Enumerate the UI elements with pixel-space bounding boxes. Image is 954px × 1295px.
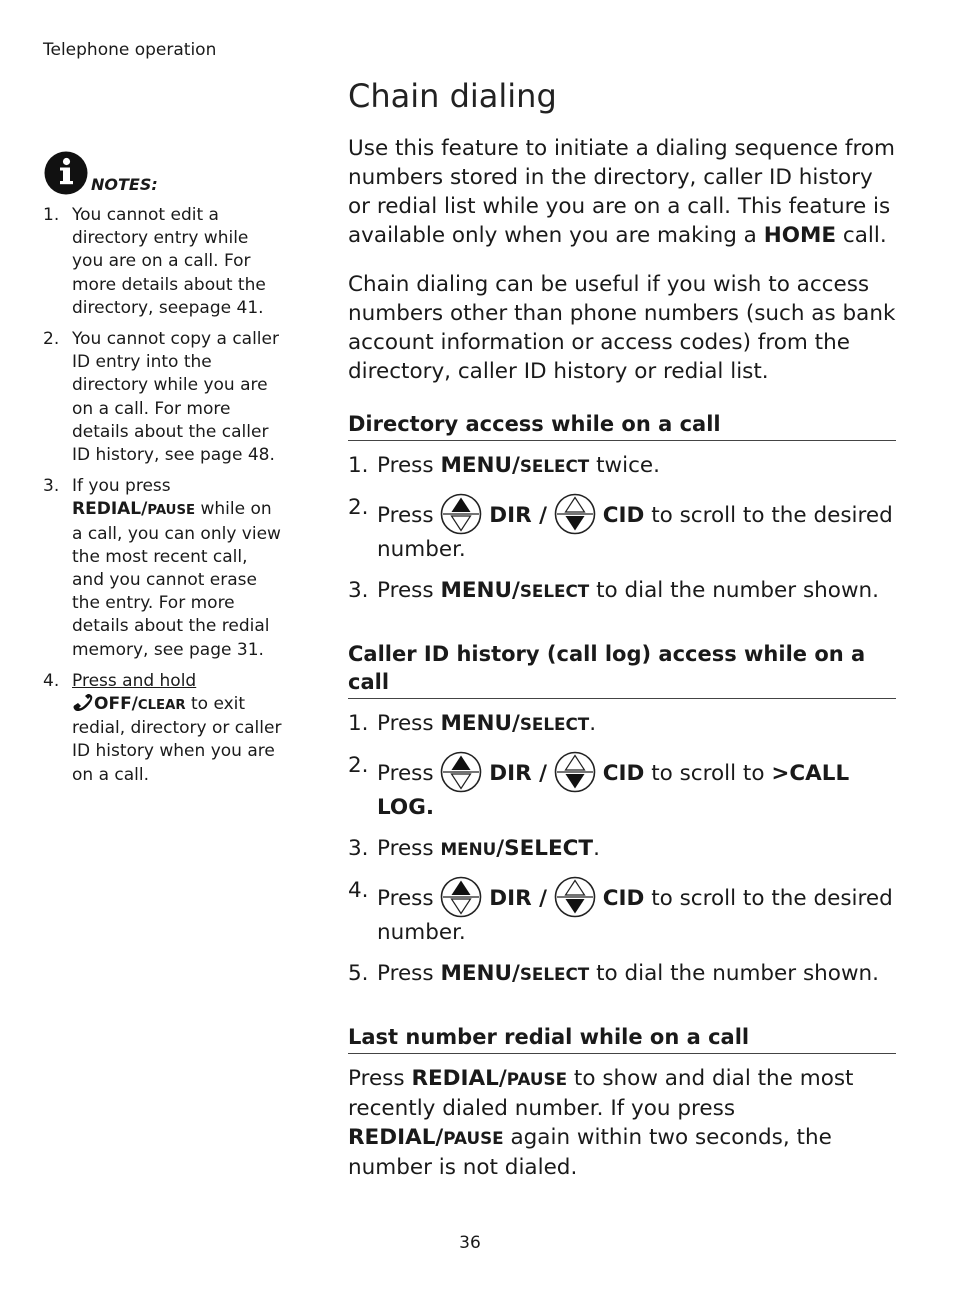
section-heading-caller-id: Caller ID history (call log) access while on a call [348, 640, 896, 699]
step-text: Press DIR / CID to scroll to the desired number. [377, 876, 896, 947]
note-text-post: to exit redial, directory or caller ID history when you are on a call. [72, 694, 282, 785]
intro-paragraph [348, 134, 896, 250]
note-number: 3. [43, 476, 60, 497]
select-key-label: SELECT [519, 964, 590, 984]
step-number: 3. [348, 578, 369, 603]
page-title: Chain dialing [348, 77, 557, 115]
note-text-pre: If you press [72, 476, 171, 497]
note-item [43, 204, 293, 320]
note-item [43, 328, 293, 467]
cid-key-label: CID [602, 503, 645, 528]
menu-key-label: MENU/ [440, 453, 520, 478]
directory-steps [348, 451, 896, 606]
main-content [348, 72, 896, 1182]
notes-header [43, 150, 293, 196]
list-item [348, 451, 896, 481]
step-text: Press MENU/SELECT. [377, 836, 600, 861]
home-key-label: HOME [763, 223, 837, 248]
menu-key-label: MENU [440, 839, 497, 859]
step-number: 5. [348, 961, 369, 986]
note-text: You cannot edit a directory entry while you are on a call. For more details about the directory, seepage 41. [72, 205, 266, 318]
nav-up-button-icon [440, 876, 482, 918]
info-icon [43, 150, 89, 196]
list-item [348, 576, 896, 606]
note-text-post: while on a call, you can only view the most recent call, and you cannot erase the entry. For more details about the redial memory, see page 31. [72, 499, 281, 660]
notes-sidebar [43, 150, 293, 787]
note-item [43, 670, 293, 787]
note-text [72, 670, 282, 787]
step-number: 4. [348, 878, 369, 903]
nav-down-button-icon [554, 876, 596, 918]
note-number: 4. [43, 670, 60, 691]
list-item [348, 834, 896, 864]
note-text: You cannot copy a caller ID entry into the directory while you are on a call. For more details about the caller ID history, see page 48. [72, 329, 279, 466]
list-item [348, 751, 896, 822]
caller-id-steps [348, 709, 896, 989]
cid-key-label: CID [602, 886, 645, 911]
step-number: 3. [348, 836, 369, 861]
step-text: Press MENU/SELECT. [377, 711, 597, 736]
pause-key-label: PAUSE [147, 503, 196, 519]
list-item [348, 493, 896, 564]
nav-down-button-icon [554, 751, 596, 793]
note-number: 2. [43, 329, 60, 350]
redial-key-label: REDIAL/ [411, 1066, 507, 1091]
list-item [348, 876, 896, 947]
menu-key-label: MENU/ [440, 961, 520, 986]
step-number: 1. [348, 453, 369, 478]
redial-key-label: REDIAL/ [72, 499, 148, 520]
running-header: Telephone operation [43, 40, 217, 60]
menu-key-label: MENU/ [440, 711, 520, 736]
dir-key-label: DIR / [489, 761, 548, 786]
page-number: 36 [459, 1233, 481, 1253]
note-number: 1. [43, 205, 60, 225]
step-text: Press MENU/SELECT twice. [377, 453, 660, 478]
intro-text: Use this feature to initiate a dialing sequence from numbers stored in the directory, caller ID history or redial list while you are on a call. This feature is available only when you are making a [348, 136, 895, 248]
note-item [43, 475, 293, 662]
step-text: Press MENU/SELECT to dial the number shown. [377, 578, 879, 603]
pause-key-label: PAUSE [506, 1069, 568, 1089]
intro-tail: call. [842, 223, 887, 248]
select-key-label: SELECT [519, 714, 590, 734]
chain-dialing-paragraph: Chain dialing can be useful if you wish to access numbers other than phone numbers (such as bank account information or access codes) from the directory, caller ID history or redial list. [348, 272, 896, 384]
dir-key-label: DIR / [489, 886, 548, 911]
step-number: 2. [348, 495, 369, 520]
call-log-label: >CALL LOG. [377, 761, 850, 820]
dir-key-label: DIR / [489, 503, 548, 528]
step-number: 2. [348, 753, 369, 778]
cid-key-label: CID [602, 761, 645, 786]
step-text: Press MENU/SELECT to dial the number shown. [377, 961, 879, 986]
off-key-label: OFF/ [94, 694, 138, 715]
nav-up-button-icon [440, 751, 482, 793]
nav-down-button-icon [554, 493, 596, 535]
redial-paragraph: Press REDIAL/PAUSE to show and dial the most recently dialed number. If you press REDIAL/PAUSE again within two seconds, the number is not dialed. [348, 1066, 854, 1180]
step-number: 1. [348, 711, 369, 736]
select-key-label: SELECT [519, 581, 590, 601]
phone-handset-icon [72, 694, 94, 712]
section-heading-directory: Directory access while on a call [348, 410, 896, 441]
clear-key-label: CLEAR [137, 698, 186, 714]
nav-up-button-icon [440, 493, 482, 535]
select-key-label: /SELECT [496, 836, 594, 861]
pause-key-label: PAUSE [443, 1128, 504, 1148]
redial-key-label: REDIAL/ [348, 1125, 444, 1150]
step-text: Press DIR / CID to scroll to the desired number. [377, 493, 896, 564]
note-text [72, 475, 282, 662]
list-item [348, 709, 896, 739]
select-key-label: SELECT [519, 456, 590, 476]
section-heading-redial: Last number redial while on a call [348, 1023, 896, 1054]
step-text: Press DIR / CID to scroll to >CALL LOG. [377, 751, 896, 822]
list-item [348, 959, 896, 989]
note-text-pre: Press and hold [72, 670, 197, 691]
menu-key-label: MENU/ [440, 578, 520, 603]
notes-title: NOTES: [91, 175, 158, 194]
